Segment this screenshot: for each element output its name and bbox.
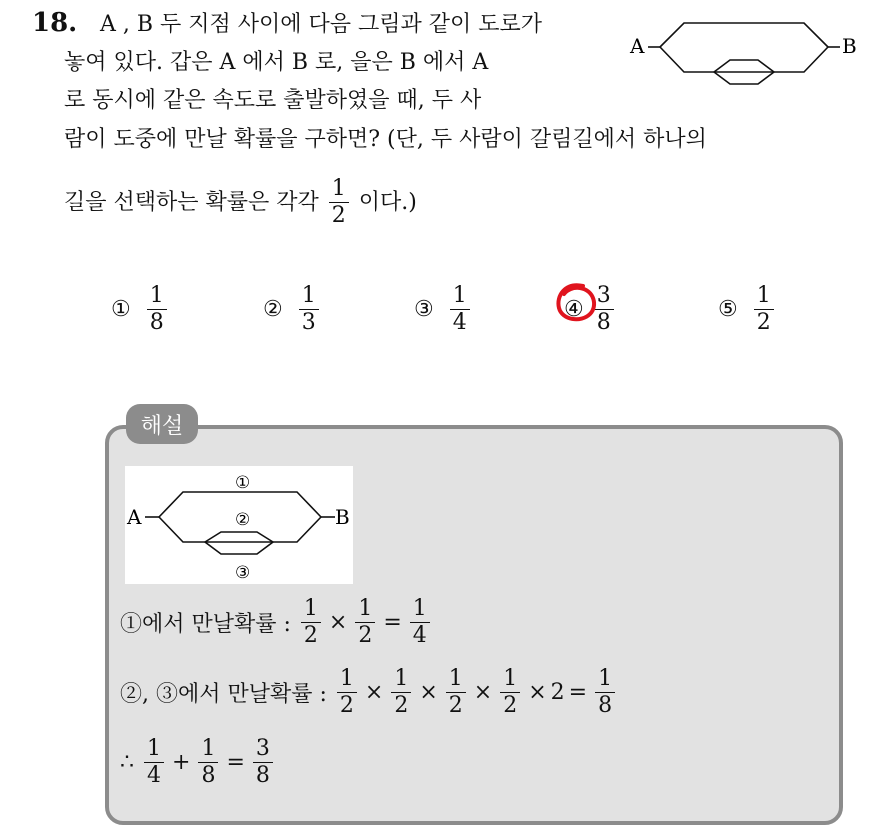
choice-2-fraction [299,285,319,334]
sol2-frac-b-num: 1 [391,668,411,693]
question-line-5 [64,178,417,227]
sol3-frac-b-num: 1 [198,738,218,763]
question-fraction [329,178,349,227]
diagram-label-a: A [630,34,645,58]
choice-1-den: 8 [149,310,164,335]
solution-tag: 해설 [126,404,198,444]
sol3-frac-c-den: 8 [255,763,270,788]
choice-4-num: 3 [594,285,614,310]
times-sign: × [528,680,547,705]
question-line-5-text: 길을 선택하는 확률은 각각 [64,189,319,215]
solution-line-3 [120,738,277,787]
choice-2-den: 3 [301,310,316,335]
choice-4-symbol: ④ [564,297,584,322]
choice-2[interactable] [263,285,323,334]
sol2-frac-b [391,668,411,717]
sol3-frac-a-den: 4 [147,763,161,788]
choice-3-den: 4 [452,310,467,335]
question-line-2: 놓여 있다. 갑은 A 에서 B 로, 을은 B 에서 A [64,50,489,75]
path-label-2: ② [235,510,251,530]
sol2-frac-d-den: 2 [503,693,518,718]
solution-line-2-label: ②, ③에서 만날확률 : [120,682,327,707]
answer-circle-mark [553,280,599,326]
choice-5[interactable] [718,285,778,334]
solution-line-1-label: ①에서 만날확률 : [120,612,291,637]
question-line-5-end: 이다.) [358,189,417,215]
sol1-frac-a-num: 1 [301,598,321,623]
fraction-denominator: 2 [331,203,346,228]
solution-label-a: A [127,505,142,529]
choice-3-fraction [450,285,470,334]
path-label-3: ③ [235,563,251,583]
sol1-frac-c-num: 1 [410,598,430,623]
question-line-4: 람이 도중에 만날 확률을 구하면? (단, 두 사람이 갈림길에서 하나의 [64,127,707,152]
choice-1-num: 1 [147,285,167,310]
sol3-frac-c-num: 3 [253,738,273,763]
plus-sign: + [172,750,191,775]
solution-line-2 [120,668,619,717]
choice-5-symbol: ⑤ [718,297,738,322]
choice-5-den: 2 [756,310,771,335]
sol2-frac-e [595,668,615,717]
sol2-frac-b-den: 2 [394,693,409,718]
sol2-frac-d [500,668,520,717]
sol3-frac-a-num: 1 [144,738,164,763]
question-line-3: 로 동시에 같은 속도로 출발하였을 때, 두 사 [64,88,482,113]
choice-1-fraction [147,285,167,334]
solution-label-b: B [335,505,350,529]
equals-sign: = [383,610,402,635]
diagram-label-b: B [842,34,857,58]
choice-5-num: 1 [754,285,774,310]
sol1-frac-b [355,598,375,647]
sol1-frac-b-den: 2 [358,623,373,648]
sol3-frac-c [253,738,273,787]
choice-4-den: 8 [596,310,611,335]
sol1-frac-a-den: 2 [303,623,318,648]
sol1-frac-a [301,598,321,647]
solution-line-1 [120,598,434,647]
equals-sign: = [568,680,588,705]
equals-sign: = [226,750,245,775]
times-sign: × [328,610,348,635]
sol1-frac-b-num: 1 [355,598,375,623]
therefore-sign: ∴ [120,750,134,775]
times-sign: × [419,680,438,705]
times-sign: × [364,680,384,705]
sol2-frac-a-den: 2 [339,693,354,718]
solution-road-diagram [125,466,353,584]
choice-1-symbol: ① [111,297,131,322]
sol3-frac-b [198,738,218,787]
sol2-frac-c [446,668,466,717]
choice-3[interactable] [414,285,474,334]
sol2-frac-a [337,668,357,717]
sol2-frac-e-num: 1 [595,668,615,693]
question-line-1: A , B 두 지점 사이에 다음 그림과 같이 도로가 [100,12,543,37]
sol3-frac-a [144,738,164,787]
road-paths [648,23,840,84]
choice-3-num: 1 [450,285,470,310]
choice-2-symbol: ② [263,297,283,322]
question-number: 18. [32,8,78,38]
sol2-frac-d-num: 1 [500,668,520,693]
sol2-frac-e-den: 8 [598,693,613,718]
sol2-frac-c-den: 2 [448,693,463,718]
choice-2-num: 1 [299,285,319,310]
road-diagram [628,20,866,102]
choice-1[interactable] [111,285,171,334]
choice-5-fraction [754,285,774,334]
choice-3-symbol: ③ [414,297,434,322]
times-sign: × [473,680,493,705]
sol2-frac-a-num: 1 [337,668,357,693]
path-label-1: ① [235,473,251,493]
sol3-frac-b-den: 8 [201,763,216,788]
sol2-frac-c-num: 1 [446,668,466,693]
factor-two: 2 [550,680,565,705]
fraction-numerator: 1 [329,178,349,203]
sol1-frac-c [410,598,430,647]
sol1-frac-c-den: 4 [412,623,427,648]
